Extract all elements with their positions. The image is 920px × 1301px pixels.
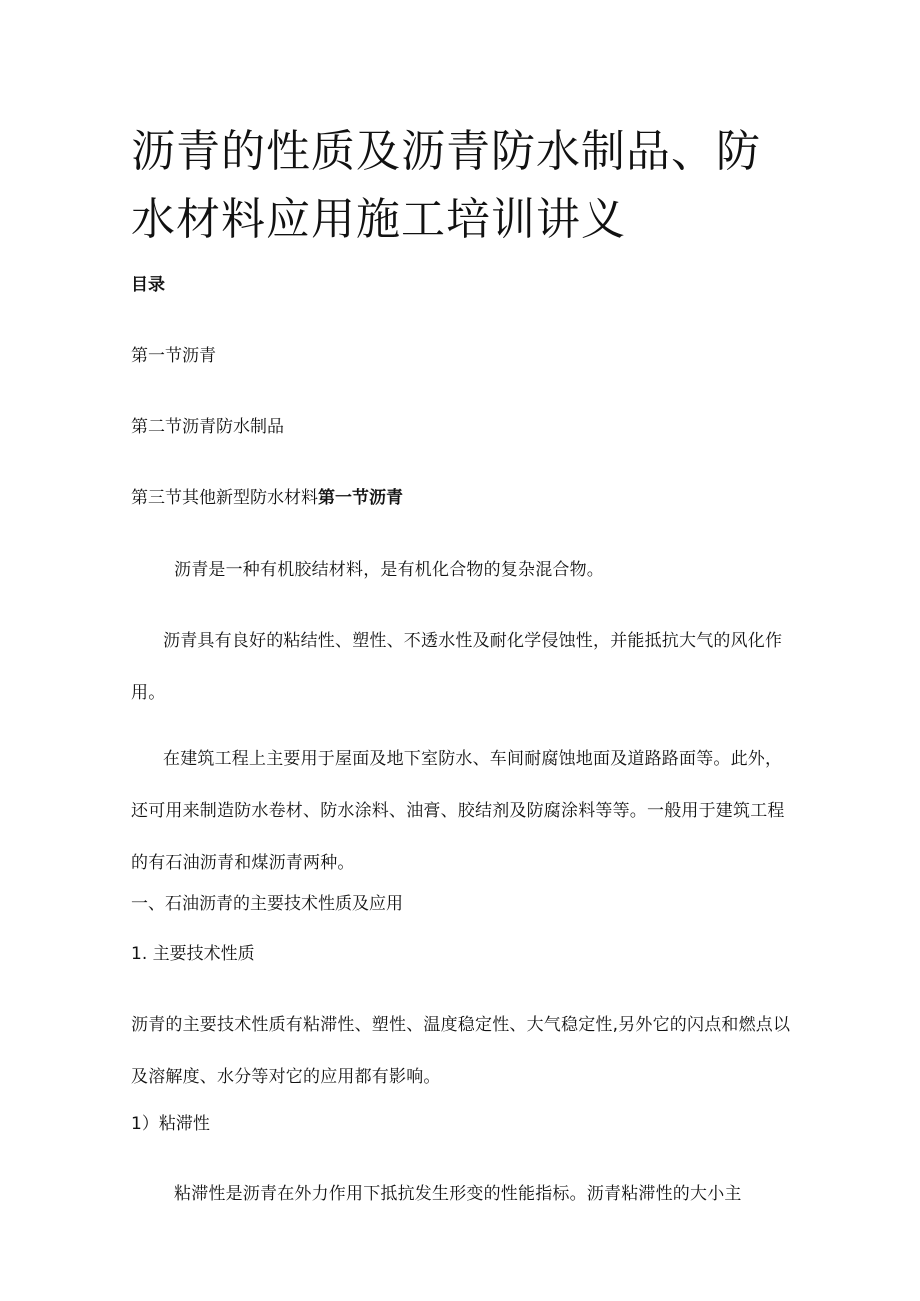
toc-item-3: 第三节其他新型防水材料 bbox=[131, 488, 318, 508]
heading-main-properties: 1. 主要技术性质 bbox=[131, 944, 255, 964]
paragraph-4: 沥青的主要技术性质有粘滞性、塑性、温度稳定性、大气稳定性,另外它的闪点和燃点以及溶解度、水分等对它的应用都有影响。 bbox=[131, 1015, 791, 1087]
toc-heading: 目录 bbox=[131, 275, 165, 295]
document-title: 沥青的性质及沥青防水制品、防水材料应用施工培训讲义 bbox=[131, 126, 761, 245]
heading-petroleum-asphalt: 一、石油沥青的主要技术性质及应用 bbox=[131, 894, 403, 914]
paragraph-1: 沥青是一种有机胶结材料，是有机化合物的复杂混合物。 bbox=[174, 560, 604, 580]
paragraph-3: 在建筑工程上主要用于屋面及地下室防水、车间耐腐蚀地面及道路路面等。此外，还可用来制造防水卷材、防水涂料、油膏、胶结剂及防腐涂料等等。一般用于建筑工程的有石油沥青和煤沥青两种。 bbox=[131, 749, 785, 873]
toc-item-1: 第一节沥青 bbox=[131, 346, 216, 366]
section-heading: 第一节沥青 bbox=[318, 488, 403, 508]
paragraph-2: 沥青具有良好的粘结性、塑性、不透水性及耐化学侵蚀性，并能抵抗大气的风化作用。 bbox=[131, 631, 783, 703]
paragraph-5: 粘滞性是沥青在外力作用下抵抗发生形变的性能指标。沥青粘滞性的大小主 bbox=[174, 1184, 742, 1204]
toc-item-3-line bbox=[131, 487, 403, 509]
toc-item-2: 第二节沥青防水制品 bbox=[131, 417, 284, 437]
heading-viscosity: 1）粘滞性 bbox=[131, 1114, 210, 1134]
